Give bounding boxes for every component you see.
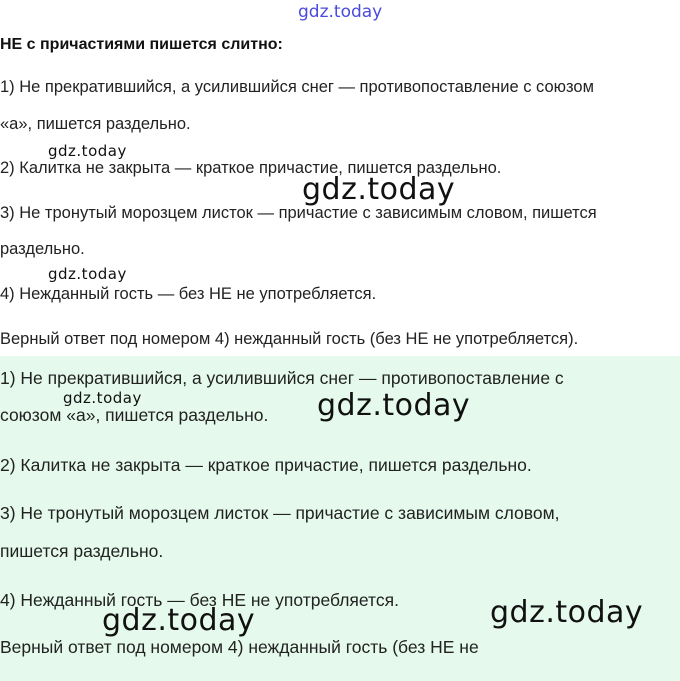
watermark: gdz.today <box>48 142 127 160</box>
heading: НЕ с причастиями пишется слитно: <box>0 36 283 53</box>
watermark: gdz.today <box>302 172 456 207</box>
block2-line-7: Верный ответ под номером 4) нежданный гость (без НЕ не <box>0 637 479 657</box>
block2-line-2: союзом «а», пишется раздельно. <box>0 405 269 425</box>
block2-line-4: 3) Не тронутый морозцем листок — причастие с зависимым словом, <box>0 503 560 523</box>
watermark: gdz.today <box>63 389 142 407</box>
block2-line-6: 4) Нежданный гость — без НЕ не употребляется. <box>0 590 399 610</box>
block1-line-4: 3) Не тронутый морозцем листок — причастие с зависимым словом, пишется <box>0 204 597 222</box>
watermark: gdz.today <box>317 388 471 423</box>
block1-line-2: «а», пишется раздельно. <box>0 115 191 133</box>
block2-line-3: 2) Калитка не закрыта — краткое причастие, пишется раздельно. <box>0 455 532 475</box>
block2-line-1: 1) Не прекратившийся, а усилившийся снег — противопоставление с <box>0 368 564 388</box>
block2-line-5: пишется раздельно. <box>0 541 164 561</box>
block1-line-5: раздельно. <box>0 240 85 258</box>
watermark: gdz.today <box>48 265 127 283</box>
watermark: gdz.today <box>102 603 256 638</box>
block1-line-6: 4) Нежданный гость — без НЕ не употребляется. <box>0 285 377 303</box>
watermark: gdz.today <box>490 595 644 630</box>
block1-line-7: Верный ответ под номером 4) нежданный гость (без НЕ не употребляется). <box>0 330 579 348</box>
block1-line-1: 1) Не прекратившийся, а усилившийся снег — противопоставление с союзом <box>0 78 594 96</box>
block1-line-3: 2) Калитка не закрыта — краткое причастие, пишется раздельно. <box>0 159 502 177</box>
top-watermark: gdz.today <box>298 2 383 22</box>
